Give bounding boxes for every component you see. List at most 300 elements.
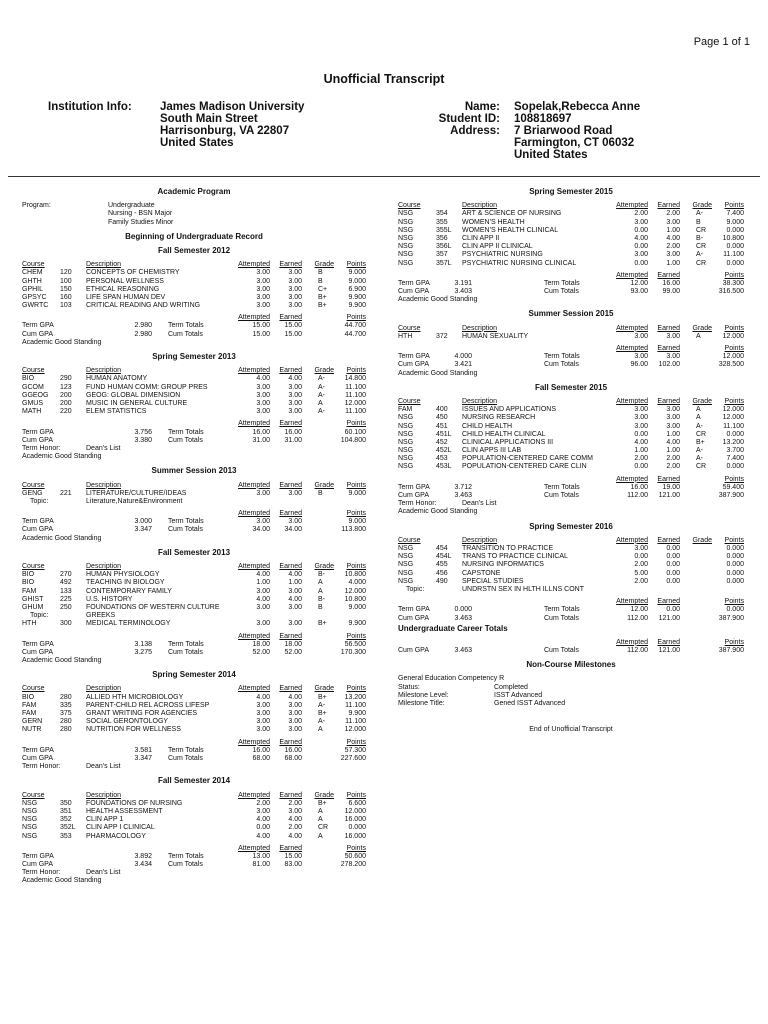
course-description: CLIN APP I CLINICAL [86, 824, 155, 832]
course-earned: 1.00 [666, 430, 680, 438]
course-grade: A [318, 579, 323, 587]
grade-header: Grade [314, 791, 334, 799]
cum-points: 328.500 [718, 361, 744, 369]
course-grade: B- [318, 595, 325, 603]
course-earned: 2.00 [288, 824, 302, 832]
cum-gpa: 3.421 [454, 361, 472, 369]
course-earned: 0.00 [666, 577, 680, 585]
course-row [22, 726, 366, 734]
course-grade: B+ [318, 710, 327, 718]
term-gpa-label: Term GPA [398, 279, 430, 287]
career-header-row [398, 639, 744, 647]
institution-line: United States [160, 137, 234, 149]
course-row [22, 286, 366, 294]
course-grade: A- [696, 447, 703, 455]
course-grade: A- [696, 422, 703, 430]
earned-header: Earned [279, 791, 302, 799]
course-number: 454L [436, 553, 452, 561]
course-subject: GGEOG [22, 391, 49, 399]
term-points: 38.300 [722, 279, 744, 287]
course-attempted: 0.00 [634, 226, 648, 234]
course-earned: 3.00 [288, 408, 302, 416]
course-grade: A- [696, 251, 703, 259]
topic-row [22, 612, 366, 620]
cum-gpa: 3.347 [134, 754, 152, 762]
term-gpa-label: Term GPA [22, 428, 54, 436]
course-row [22, 408, 366, 416]
academic-program-heading: Academic Program [157, 187, 231, 196]
course-earned: 3.00 [288, 391, 302, 399]
course-attempted: 3.00 [256, 400, 270, 407]
course-earned: 4.00 [666, 438, 680, 446]
course-earned: 4.00 [288, 571, 302, 579]
course-subject: NSG [398, 430, 414, 438]
program-row [22, 210, 366, 218]
end-row [398, 726, 744, 734]
term-attempted: 3.00 [634, 353, 648, 361]
term-gpa-label: Term GPA [22, 518, 54, 526]
course-header: Course [22, 261, 45, 269]
course-attempted: 0.00 [634, 553, 648, 561]
points-header: Points [724, 271, 744, 279]
term-honor-row [22, 445, 366, 453]
points-header: Points [346, 420, 366, 428]
course-attempted: 3.00 [634, 414, 648, 422]
cum-attempted: 93.00 [630, 288, 648, 296]
points-header: Points [346, 314, 366, 322]
course-subject: NSG [398, 218, 414, 226]
course-points: 13.200 [344, 693, 366, 701]
program-line: Family Studies Minor [108, 218, 174, 226]
career-totals-heading: Undergraduate Career Totals [398, 623, 508, 633]
course-attempted: 3.00 [256, 408, 270, 416]
course-grade: A- [318, 718, 325, 726]
course-points: 12.000 [722, 406, 744, 414]
term-honor: Dean's List [86, 869, 121, 877]
milestone-name-row [398, 675, 744, 683]
course-row [22, 710, 366, 718]
earned-header: Earned [657, 271, 680, 279]
grade-header: Grade [692, 536, 712, 544]
course-subject: NSG [22, 832, 38, 840]
institution-line: South Main Street [160, 113, 258, 125]
course-attempted: 5.00 [634, 569, 648, 577]
totals-header-row [398, 345, 744, 353]
points-header: Points [346, 367, 366, 375]
cum-attempted: 81.00 [252, 861, 270, 869]
course-points: 0.000 [726, 226, 744, 234]
course-points: 10.800 [344, 595, 366, 603]
earned-header: Earned [279, 844, 302, 852]
totals-header-row [22, 510, 366, 518]
grade-header: Grade [692, 397, 712, 405]
course-attempted: 0.00 [634, 463, 648, 471]
term-gpa-label: Term GPA [22, 640, 54, 648]
course-subject: BIO [22, 693, 35, 701]
course-points: 12.000 [344, 807, 366, 815]
course-description: GEOG: GLOBAL DIMENSION [86, 391, 181, 399]
course-row [22, 620, 366, 628]
academic-standing: Academic Good Standing [22, 657, 102, 665]
course-earned: 4.00 [288, 832, 302, 840]
course-number: 280 [60, 693, 72, 701]
cum-points: 278.200 [340, 861, 366, 869]
name-label: Name: [464, 101, 500, 113]
term-heading: Spring Semester 2013 [152, 352, 236, 362]
course-number: 454 [436, 545, 448, 552]
course-row [22, 375, 366, 383]
course-header-row [22, 261, 366, 269]
term-totals-label: Term Totals [168, 428, 204, 436]
course-points: 11.100 [345, 718, 366, 726]
course-grade: B [318, 277, 323, 285]
course-attempted: 0.00 [634, 430, 648, 438]
course-number: 220 [60, 408, 72, 416]
cum-points: 44.700 [344, 330, 366, 338]
term-points: 50.600 [344, 852, 366, 860]
course-points: 9.900 [348, 620, 366, 628]
milestone-level: ISST Advanced [494, 691, 543, 699]
earned-header: Earned [657, 202, 680, 210]
cum-gpa: 3.275 [134, 648, 152, 656]
earned-header: Earned [279, 510, 302, 518]
course-subject: NSG [398, 569, 414, 577]
term-totals-label: Term Totals [544, 483, 580, 491]
course-earned: 3.00 [666, 422, 680, 430]
course-points: 0.000 [726, 553, 744, 561]
cum-attempted: 52.00 [252, 648, 270, 656]
course-grade: A [696, 414, 701, 422]
cum-points: 113.800 [341, 526, 366, 534]
term-heading: Fall Semester 2013 [157, 547, 231, 557]
totals-header-row [22, 845, 366, 853]
milestone-status: Completed [494, 683, 528, 691]
course-points: 0.000 [348, 824, 366, 832]
career-totals-row [398, 647, 744, 655]
course-header: Course [398, 324, 421, 332]
cum-gpa-row [22, 526, 366, 534]
header-divider [8, 176, 760, 177]
course-subject: NSG [398, 553, 414, 561]
term-gpa-row [22, 641, 366, 649]
term-gpa: 3.000 [134, 518, 152, 526]
cum-gpa-row [398, 492, 744, 500]
term-gpa-label: Term GPA [22, 852, 54, 860]
cum-gpa-row [398, 361, 744, 369]
cum-attempted: 112.00 [627, 614, 648, 622]
totals-header-row [398, 272, 744, 280]
course-points: 14.800 [344, 375, 366, 383]
course-number: 452L [436, 447, 452, 455]
term-points: 56.500 [344, 640, 366, 648]
term-gpa-row [398, 280, 744, 288]
term-honor: Dean's List [86, 444, 121, 452]
institution-line: James Madison University [160, 101, 305, 113]
page-title: Unofficial Transcript [323, 72, 445, 86]
course-points: 7.400 [726, 210, 744, 218]
milestone-name: General Education Competency R [398, 675, 505, 683]
term-honor-label: Term Honor: [398, 500, 437, 508]
course-subject: NSG [398, 577, 414, 585]
course-earned: 0.00 [666, 545, 680, 552]
term-earned: 19.00 [662, 483, 680, 491]
term-earned: 16.00 [284, 746, 302, 754]
attempted-header: Attempted [238, 314, 270, 322]
description-header: Description [462, 397, 498, 405]
course-row [398, 406, 744, 414]
course-number: 290 [60, 375, 72, 383]
course-subject: NSG [398, 226, 414, 234]
cum-totals-label: Cum Totals [544, 288, 579, 296]
cum-gpa: 3.380 [134, 436, 152, 444]
course-subject: NSG [398, 243, 414, 251]
course-attempted: 2.00 [634, 455, 648, 463]
course-subject: FAM [22, 710, 37, 718]
course-points: 0.000 [726, 569, 744, 577]
course-description: GRANT WRITING FOR AGENCIES [86, 710, 198, 718]
course-header-row [22, 367, 366, 375]
course-points: 0.000 [726, 259, 744, 267]
points-header: Points [724, 345, 744, 353]
course-row [398, 210, 744, 218]
course-subject: GCOM [22, 383, 44, 391]
course-attempted: 4.00 [256, 693, 270, 701]
course-row [398, 431, 744, 439]
course-description: PERSONAL WELLNESS [86, 277, 164, 285]
cum-gpa-label: Cum GPA [22, 648, 53, 656]
course-points: 16.000 [344, 832, 366, 840]
program-label: Program: [22, 202, 51, 210]
course-description: ELEM STATISTICS [86, 408, 147, 416]
cum-gpa: 3.434 [134, 861, 152, 869]
attempted-header: Attempted [616, 345, 648, 353]
course-points: 10.800 [722, 234, 744, 242]
course-points: 9.900 [348, 302, 366, 310]
term-gpa-row [22, 853, 366, 861]
course-description: SOCIAL GERONTOLOGY [86, 718, 169, 726]
course-number: 372 [436, 332, 448, 340]
course-row [22, 694, 366, 702]
points-header: Points [724, 598, 744, 606]
course-grade: CR [696, 259, 707, 267]
course-description: ISSUES AND APPLICATIONS [462, 406, 557, 414]
course-row [22, 579, 366, 587]
course-attempted: 3.00 [634, 218, 648, 226]
course-points: 9.000 [348, 603, 366, 611]
term-heading: Fall Semester 2014 [157, 776, 231, 786]
course-earned: 3.00 [288, 293, 302, 301]
course-grade: A- [318, 408, 325, 416]
course-earned: 3.00 [666, 414, 680, 422]
cum-points: 227.600 [340, 754, 366, 762]
term-totals-label: Term Totals [168, 746, 204, 754]
course-earned: 3.00 [288, 620, 302, 628]
topic-label: Topic: [30, 497, 49, 505]
course-subject: NSG [398, 455, 414, 463]
course-attempted: 0.00 [256, 824, 270, 832]
course-header: Course [22, 791, 45, 799]
cum-points: 104.800 [340, 436, 366, 444]
course-number: 356 [436, 234, 448, 242]
course-attempted: 0.00 [634, 243, 648, 251]
course-header-row [398, 325, 744, 333]
course-description: WOMEN'S HEALTH CLINICAL [462, 226, 559, 234]
course-earned: 3.00 [666, 251, 680, 259]
cum-earned: 99.00 [662, 288, 680, 296]
term-attempted: 18.00 [252, 640, 270, 648]
course-earned: 3.00 [288, 383, 302, 391]
course-points: 12.000 [722, 414, 744, 422]
course-points: 11.100 [723, 422, 744, 430]
course-points: 3.700 [726, 447, 744, 455]
term-heading: Spring Semester 2014 [152, 670, 236, 680]
course-row [22, 833, 366, 841]
earned-header: Earned [279, 420, 302, 428]
attempted-header: Attempted [616, 536, 648, 544]
cum-gpa-label: Cum GPA [22, 526, 53, 534]
term-honor: Dean's List [462, 500, 497, 508]
course-subject: NSG [398, 210, 414, 218]
academic-standing: Academic Good Standing [22, 877, 102, 885]
cum-earned: 121.00 [658, 492, 680, 500]
course-earned: 0.00 [666, 561, 680, 569]
course-number: 280 [60, 726, 72, 734]
course-grade: A [696, 332, 701, 340]
attempted-header: Attempted [616, 598, 648, 606]
course-attempted: 3.00 [256, 807, 270, 815]
term-attempted: 16.00 [630, 483, 648, 491]
earned-header: Earned [657, 638, 680, 646]
course-description: CLIN APPS III LAB [462, 447, 522, 455]
topic-value: Literature,Nature&Environment [86, 497, 183, 505]
course-row [398, 414, 744, 422]
course-row [398, 561, 744, 569]
course-subject: HTH [398, 332, 413, 340]
course-attempted: 2.00 [634, 210, 648, 218]
course-header-row [398, 537, 744, 545]
course-number: 200 [60, 391, 72, 399]
course-grade: C+ [318, 285, 328, 293]
cum-gpa: 3.347 [134, 526, 152, 534]
course-description: HUMAN SEXUALITY [462, 332, 529, 340]
course-attempted: 4.00 [256, 595, 270, 603]
course-number: 356L [436, 243, 452, 251]
course-earned: 3.00 [288, 269, 302, 277]
term-totals-label: Term Totals [544, 279, 580, 287]
course-earned: 0.00 [666, 569, 680, 577]
course-grade: CR [696, 226, 707, 234]
course-earned: 1.00 [288, 579, 302, 587]
course-attempted: 3.00 [256, 269, 270, 277]
student-name: Sopelak,Rebecca Anne [514, 101, 641, 113]
course-subject: GPHIL [22, 285, 44, 293]
term-earned: 3.00 [288, 518, 302, 526]
course-attempted: 2.00 [256, 799, 270, 807]
standing-row [398, 508, 744, 516]
standing-row [22, 339, 366, 347]
points-header: Points [346, 791, 366, 799]
earned-header: Earned [279, 563, 302, 571]
earned-header: Earned [279, 685, 302, 693]
course-number: 450 [436, 414, 448, 422]
cum-gpa-row [398, 288, 744, 296]
attempted-header: Attempted [238, 632, 270, 640]
end-of-transcript: End of Unofficial Transcript [529, 726, 613, 734]
cum-gpa-row [22, 649, 366, 657]
course-attempted: 3.00 [256, 718, 270, 726]
course-number: 225 [60, 595, 72, 603]
course-points: 9.000 [348, 269, 366, 277]
course-number: 123 [60, 383, 72, 391]
course-grade: B+ [318, 293, 327, 301]
course-earned: 3.00 [288, 718, 302, 726]
right-column [398, 182, 744, 734]
topic-row [398, 586, 744, 594]
attempted-header: Attempted [238, 738, 270, 746]
milestone-level-label: Milestone Level: [398, 691, 449, 699]
course-row [22, 571, 366, 579]
course-description: MEDICAL TERMINOLOGY [86, 620, 171, 628]
course-points: 16.000 [344, 816, 366, 824]
course-header: Course [22, 367, 45, 375]
grade-header: Grade [314, 685, 334, 693]
cum-earned: 15.00 [284, 330, 302, 338]
course-number: 250 [60, 603, 72, 611]
cum-totals-label: Cum Totals [168, 330, 203, 338]
course-description: FOUNDATIONS OF WESTERN CULTURE [86, 603, 220, 611]
course-description: CONTEMPORARY FAMILY [86, 587, 172, 595]
course-number: 103 [60, 302, 72, 310]
term-honor-label: Term Honor: [22, 869, 61, 877]
term-gpa: 4.000 [454, 353, 472, 361]
course-earned: 2.00 [666, 210, 680, 218]
course-description: TRANSITION TO PRACTICE [462, 545, 554, 552]
course-grade: A- [696, 455, 703, 463]
earned-header: Earned [279, 738, 302, 746]
cum-totals-label: Cum Totals [544, 361, 579, 369]
term-earned: 16.00 [284, 428, 302, 436]
course-grade: A- [318, 383, 325, 391]
course-earned: 0.00 [666, 553, 680, 561]
institution-info [160, 101, 304, 149]
academic-standing: Academic Good Standing [398, 296, 478, 304]
course-description: MUSIC IN GENERAL CULTURE [86, 400, 188, 407]
course-attempted: 3.00 [256, 293, 270, 301]
course-attempted: 3.00 [634, 545, 648, 552]
course-number: 455 [436, 561, 448, 569]
course-row [398, 219, 744, 227]
course-row [398, 578, 744, 586]
totals-header-row [398, 598, 744, 606]
description-header: Description [86, 791, 122, 799]
course-earned: 2.00 [288, 799, 302, 807]
cum-gpa: 2.980 [134, 330, 152, 338]
term-attempted: 15.00 [252, 322, 270, 330]
course-grade: CR [696, 463, 707, 471]
cum-points: 170.300 [340, 648, 366, 656]
totals-header-row [22, 420, 366, 428]
course-earned: 3.00 [288, 489, 302, 497]
course-subject: FAM [398, 406, 413, 414]
term-attempted: 3.00 [256, 518, 270, 526]
course-description: POPULATION-CENTERED CARE COMM [462, 455, 593, 463]
institution-line: Harrisonburg, VA 22807 [160, 125, 290, 137]
cum-totals-label: Cum Totals [168, 861, 203, 869]
course-earned: 4.00 [288, 693, 302, 701]
cum-gpa-label: Cum GPA [22, 330, 53, 338]
cum-totals-label: Cum Totals [168, 436, 203, 444]
term-heading: Summer Session 2013 [151, 466, 237, 476]
